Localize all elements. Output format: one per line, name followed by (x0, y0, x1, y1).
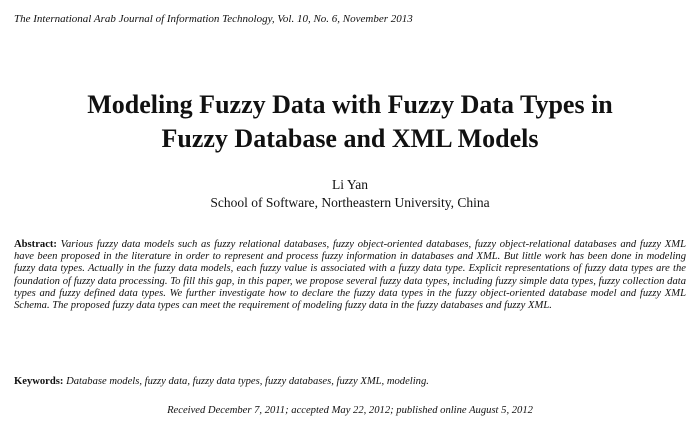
abstract-label: Abstract: (14, 239, 61, 250)
author-affiliation: School of Software, Northeastern University, China (210, 195, 490, 210)
keywords-section (14, 376, 686, 387)
keywords-label: Keywords: (14, 376, 67, 387)
author-name: Li Yan (331, 177, 368, 192)
abstract-text: Various fuzzy data models such as fuzzy relational databases, fuzzy object-oriented databases, fuzzy object-relational databases and fuzzy XML have been proposed in the literature in order to represent and process fuzzy information in databases and XML. But little work has been done in modeling fuzzy data types. Actually in the fuzzy data models, each fuzzy value is associated with a fuzzy data type. Explicit representations of fuzzy data types are the foundation of fuzzy data processing. To fill this gap, in this paper, we propose several fuzzy data types, including fuzzy simple data types, fuzzy collection data types and fuzzy defined data types. We further investigate how to declare the fuzzy data types in the fuzzy object-oriented database model and fuzzy XML Schema. The proposed fuzzy data types can meet the requirement of modeling fuzzy data in the fuzzy databases and fuzzy XML. (14, 239, 686, 312)
keywords-text: Database models, fuzzy data, fuzzy data types, fuzzy databases, fuzzy XML, modeling. (66, 376, 429, 387)
paper-title-line-1: Modeling Fuzzy Data with Fuzzy Data Types in (87, 90, 613, 119)
abstract-section (14, 239, 686, 312)
journal-header: The International Arab Journal of Information Technology, Vol. 10, No. 6, November 2013 (14, 13, 413, 25)
paper-title-line-2: Fuzzy Database and XML Models (161, 124, 539, 153)
received-dates: Received December 7, 2011; accepted May 22, 2012; published online August 5, 2012 (167, 405, 533, 416)
paper-title (0, 88, 700, 156)
